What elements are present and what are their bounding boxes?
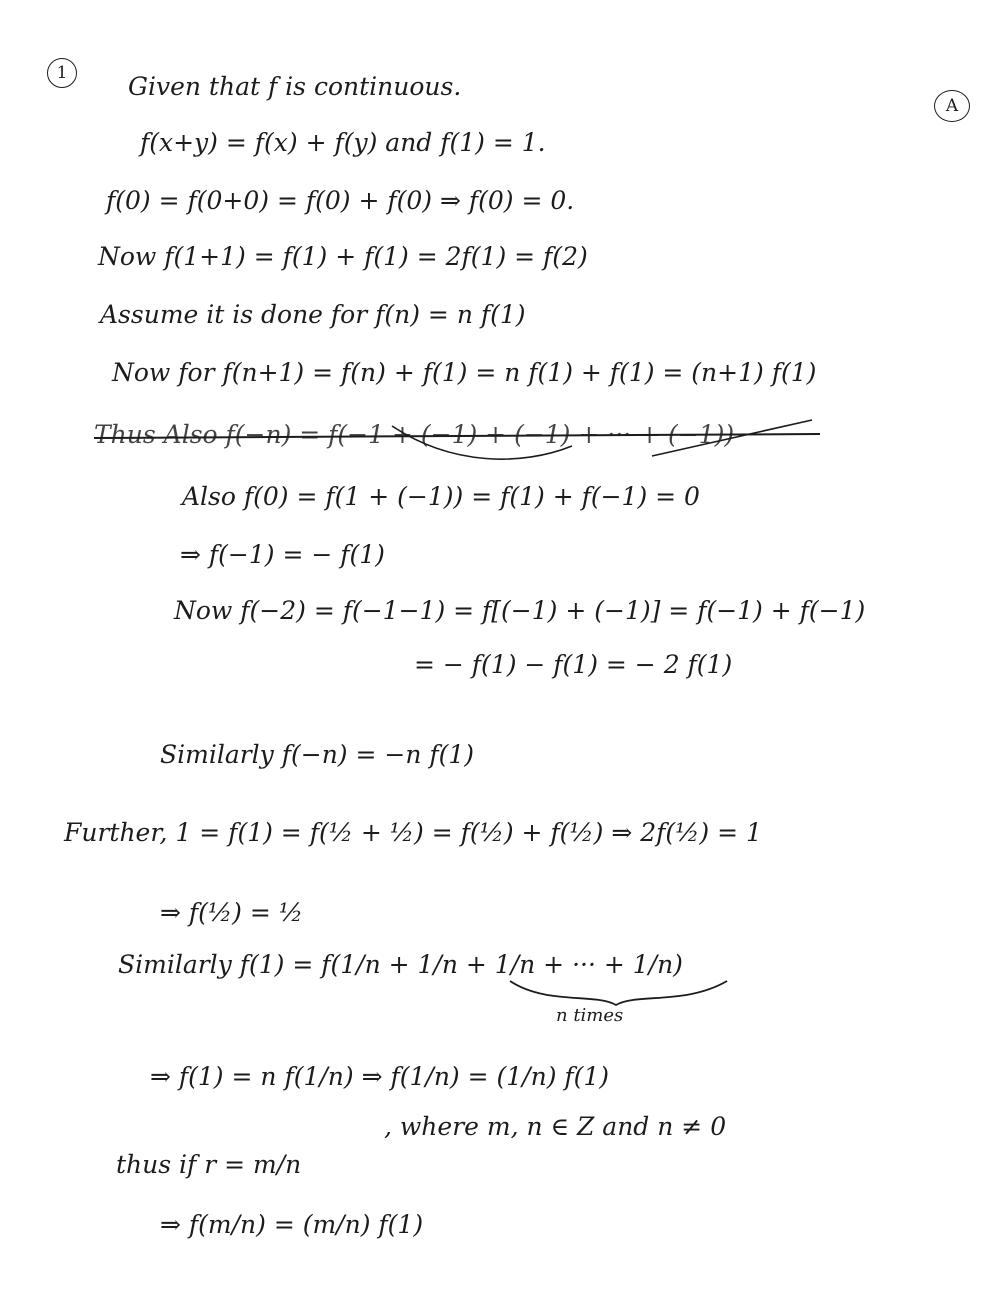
line-given: Given that f is continuous.	[128, 72, 462, 101]
line-f-zero-split: Also f(0) = f(1 + (−1)) = f(1) + f(−1) = 0	[182, 482, 700, 511]
line-final-result: ⇒ f(m/n) = (m/n) f(1)	[160, 1210, 424, 1239]
n-times-label: n times	[556, 1005, 624, 1026]
line-functional-equation: f(x+y) = f(x) + f(y) and f(1) = 1.	[140, 128, 546, 157]
strike-through-scribble	[92, 416, 822, 466]
answer-label-circle: A	[934, 90, 970, 122]
line-f-zero: f(0) = f(0+0) = f(0) + f(0) ⇒ f(0) = 0.	[106, 186, 575, 215]
line-induction-assumption: Assume it is done for f(n) = n f(1)	[100, 300, 526, 329]
line-f-half: Further, 1 = f(1) = f(½ + ½) = f(½) + f(½) ⇒ 2f(½) = 1	[64, 818, 762, 847]
line-f-minus-two-result: = − f(1) − f(1) = − 2 f(1)	[414, 650, 733, 679]
line-struck-out: Thus Also f(−n) = f(−1 + (−1) + (−1) + ··· + (−1))	[94, 420, 735, 449]
line-f-one-sum: Similarly f(1) = f(1/n + 1/n + 1/n + ··· + 1/n)	[118, 950, 683, 979]
line-f-two: Now f(1+1) = f(1) + f(1) = 2f(1) = f(2)	[98, 242, 588, 271]
line-f-minus-one: ⇒ f(−1) = − f(1)	[180, 540, 385, 569]
line-thus-if: thus if r = m/n	[116, 1150, 302, 1179]
line-f-one-over-n: ⇒ f(1) = n f(1/n) ⇒ f(1/n) = (1/n) f(1)	[150, 1062, 610, 1091]
line-f-half-result: ⇒ f(½) = ½	[160, 898, 303, 927]
line-f-minus-n: Similarly f(−n) = −n f(1)	[160, 740, 475, 769]
line-where-condition: , where m, n ∈ Z and n ≠ 0	[384, 1112, 727, 1141]
line-f-minus-two: Now f(−2) = f(−1−1) = f[(−1) + (−1)] = f(−1) + f(−1)	[174, 596, 866, 625]
line-induction-step: Now for f(n+1) = f(n) + f(1) = n f(1) + f(1) = (n+1) f(1)	[112, 358, 817, 387]
question-number-circle: 1	[47, 58, 77, 88]
